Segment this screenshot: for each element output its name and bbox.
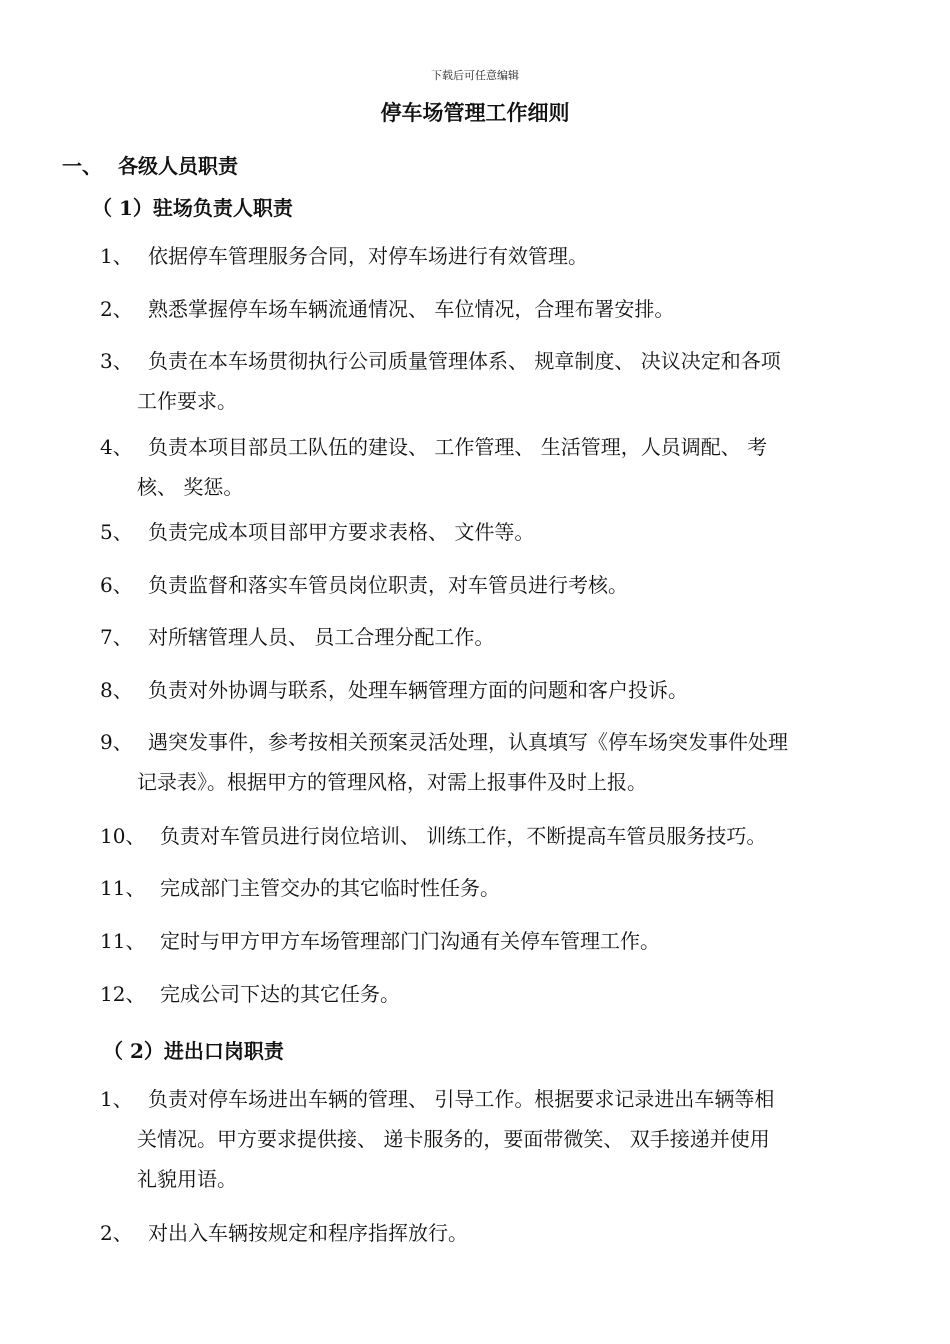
- item-number: 4、: [100, 435, 133, 459]
- item-number: 2、: [100, 297, 133, 321]
- item-text: 完成部门主管交办的其它临时性任务。: [160, 876, 500, 900]
- item-text: 定时与甲方甲方车场管理部门门沟通有关停车管理工作。: [160, 929, 660, 953]
- list-item: [100, 868, 900, 908]
- list-item: [100, 512, 900, 552]
- item-number: 9、: [100, 730, 133, 754]
- list-item: [100, 974, 900, 1014]
- item-text: 对所辖管理人员、 员工合理分配工作。: [148, 625, 495, 649]
- item-text: 负责本项目部员工队伍的建设、 工作管理、 生活管理，人员调配、 考: [148, 435, 768, 459]
- list-item: [100, 1213, 900, 1253]
- subsection-heading-2: （ 2）进出口岗职责: [103, 1039, 284, 1063]
- item-number: 11、: [100, 876, 146, 900]
- subsection-heading-1: （ 1）驻场负责人职责: [92, 196, 293, 220]
- item-number: 7、: [100, 625, 133, 649]
- list-item: [100, 289, 900, 329]
- item-text: 负责对停车场进出车辆的管理、 引导工作。根据要求记录进出车辆等相: [148, 1087, 775, 1111]
- item-text: 熟悉掌握停车场车辆流通情况、 车位情况，合理布署安排。: [148, 297, 675, 321]
- section-number: 一、: [62, 154, 102, 178]
- item-text-continued: 关情况。甲方要求提供接、 递卡服务的，要面带微笑、 双手接递并使用: [137, 1127, 770, 1151]
- item-number: 2、: [100, 1221, 133, 1245]
- item-text-continued: 记录表》。根据甲方的管理风格，对需上报事件及时上报。: [137, 770, 647, 794]
- item-text-continued: 工作要求。: [137, 389, 237, 413]
- list-item: [100, 341, 900, 421]
- item-text: 依据停车管理服务合同，对停车场进行有效管理。: [148, 244, 588, 268]
- item-text: 对出入车辆按规定和程序指挥放行。: [148, 1221, 468, 1245]
- item-number: 1、: [100, 244, 133, 268]
- item-number: 1、: [100, 1087, 133, 1111]
- item-number: 3、: [100, 349, 133, 373]
- list-item: [100, 427, 900, 507]
- item-number: 11、: [100, 929, 146, 953]
- list-item: [100, 617, 900, 657]
- item-text: 完成公司下达的其它任务。: [160, 982, 400, 1006]
- section-heading-text: 各级人员职责: [118, 154, 238, 178]
- item-text: 负责在本车场贯彻执行公司质量管理体系、 规章制度、 决议决定和各项: [148, 349, 781, 373]
- list-item: [100, 816, 900, 856]
- list-item: [100, 670, 900, 710]
- section-heading-1: [62, 150, 238, 179]
- header-note: 下载后可任意编辑: [431, 69, 519, 82]
- item-number: 12、: [100, 982, 146, 1006]
- list-item: [100, 921, 900, 961]
- item-number: 6、: [100, 573, 133, 597]
- list-item: [100, 722, 900, 802]
- item-text: 负责监督和落实车管员岗位职责，对车管员进行考核。: [148, 573, 628, 597]
- list-item: [100, 236, 900, 276]
- item-text: 负责对外协调与联系，处理车辆管理方面的问题和客户投诉。: [148, 678, 688, 702]
- item-text: 负责对车管员进行岗位培训、 训练工作，不断提高车管员服务技巧。: [160, 824, 767, 848]
- list-item: [100, 565, 900, 605]
- list-item: [100, 1079, 900, 1199]
- item-text: 遇突发事件，参考按相关预案灵活处理，认真填写《停车场突发事件处理: [148, 730, 788, 754]
- item-number: 8、: [100, 678, 133, 702]
- item-text-continued: 礼貌用语。: [137, 1167, 237, 1191]
- item-text-continued: 核、 奖惩。: [137, 475, 244, 499]
- item-number: 5、: [100, 520, 133, 544]
- document-title: 停车场管理工作细则: [380, 100, 570, 125]
- item-number: 10、: [100, 824, 146, 848]
- item-text: 负责完成本项目部甲方要求表格、 文件等。: [148, 520, 535, 544]
